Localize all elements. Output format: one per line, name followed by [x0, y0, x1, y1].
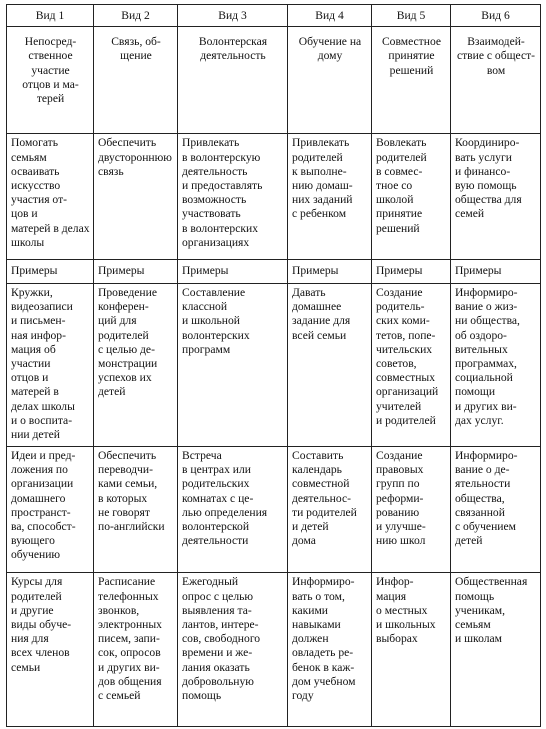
example-cell: Ежегодный опрос с целью выявления та- лантов, интере- сов, свободного времени и же- лания оказать добровольную помощь: [178, 573, 288, 727]
type-cell: Непосред- ственное участие отцов и ма- терей: [7, 27, 94, 134]
example-cell: Курсы для родителей и другие виды обуче- ния для всех членов семьи: [7, 573, 94, 727]
examples-row: [7, 259, 541, 283]
example-row-2: [7, 446, 541, 572]
involvement-types-table: [6, 4, 541, 727]
example-cell: Кружки, видеозаписи и письмен- ная инфор- мация об участии отцов и матерей в делах школы и о воспита- нии детей: [7, 283, 94, 446]
header-row: [7, 5, 541, 27]
example-cell: Идеи и пред- ложения по организации домашнего пространст- ва, способст- вующего обучению: [7, 446, 94, 572]
example-cell: Давать домашнее задание для всей семьи: [288, 283, 372, 446]
examples-cell: Примеры: [288, 259, 372, 283]
examples-cell: Примеры: [94, 259, 178, 283]
type-cell: Взаимодей- ствие с общест- вом: [451, 27, 541, 134]
example-cell: Общественная помощь ученикам, семьям и школам: [451, 573, 541, 727]
header-cell: Вид 1: [7, 5, 94, 27]
type-cell: Совместное принятие решений: [372, 27, 451, 134]
example-cell: Проведение конферен- ций для родителей с целью де- монстрации успехов их детей: [94, 283, 178, 446]
example-cell: Встреча в центрах или родительских комнатах с це- лью определения волонтерской деятельности: [178, 446, 288, 572]
example-cell: Инфор- мация о местных и школьных выборах: [372, 573, 451, 727]
example-cell: Составление классной и школьной волонтерских программ: [178, 283, 288, 446]
example-cell: Информиро- вание о жиз- ни общества, об оздоро- вительных программах, социальной помощи и других ви- дах услуг.: [451, 283, 541, 446]
header-cell: Вид 6: [451, 5, 541, 27]
example-cell: Информиро- вать о том, какими навыками должен овладеть ре- бенок в каж- дом учебном году: [288, 573, 372, 727]
example-cell: Создание родитель- ских коми- тетов, попе- чительских советов, совместных организаций учителей и родителей: [372, 283, 451, 446]
examples-cell: Примеры: [178, 259, 288, 283]
header-cell: Вид 3: [178, 5, 288, 27]
type-cell: Связь, об- щение: [94, 27, 178, 134]
type-cell: Обучение на дому: [288, 27, 372, 134]
goal-cell: Координиро- вать услуги и финансо- вую помощь общества для семей: [451, 134, 541, 259]
example-row-1: [7, 283, 541, 446]
example-cell: Создание правовых групп по реформи- рованию и улучше- нию школ: [372, 446, 451, 572]
example-cell: Составить календарь совместной деятельнос- ти родителей и детей дома: [288, 446, 372, 572]
example-cell: Обеспечить переводчи- ками семьи, в которых не говорят по-английски: [94, 446, 178, 572]
example-row-3: [7, 573, 541, 727]
goal-cell: Привлекать родителей к выполне- нию домаш- них заданий с ребенком: [288, 134, 372, 259]
goal-cell: Привлекать в волонтерскую деятельность и предоставлять возможность участвовать в волонтерских организациях: [178, 134, 288, 259]
examples-cell: Примеры: [7, 259, 94, 283]
goal-cell: Вовлекать родителей в совмес- тное со школой принятие решений: [372, 134, 451, 259]
header-cell: Вид 4: [288, 5, 372, 27]
type-cell: Волонтерская деятельность: [178, 27, 288, 134]
example-cell: Расписание телефонных звонков, электронных писем, запи- сок, опросов и других ви- дов общения с семьей: [94, 573, 178, 727]
examples-cell: Примеры: [372, 259, 451, 283]
example-cell: Информиро- вание о де- ятельности общества, связанной с обучением детей: [451, 446, 541, 572]
type-row: [7, 27, 541, 134]
goal-cell: Помогать семьям осваивать искусство участия от- цов и матерей в делах школы: [7, 134, 94, 259]
examples-cell: Примеры: [451, 259, 541, 283]
goal-row: [7, 134, 541, 259]
header-cell: Вид 5: [372, 5, 451, 27]
header-cell: Вид 2: [94, 5, 178, 27]
goal-cell: Обеспечить двустороннюю связь: [94, 134, 178, 259]
